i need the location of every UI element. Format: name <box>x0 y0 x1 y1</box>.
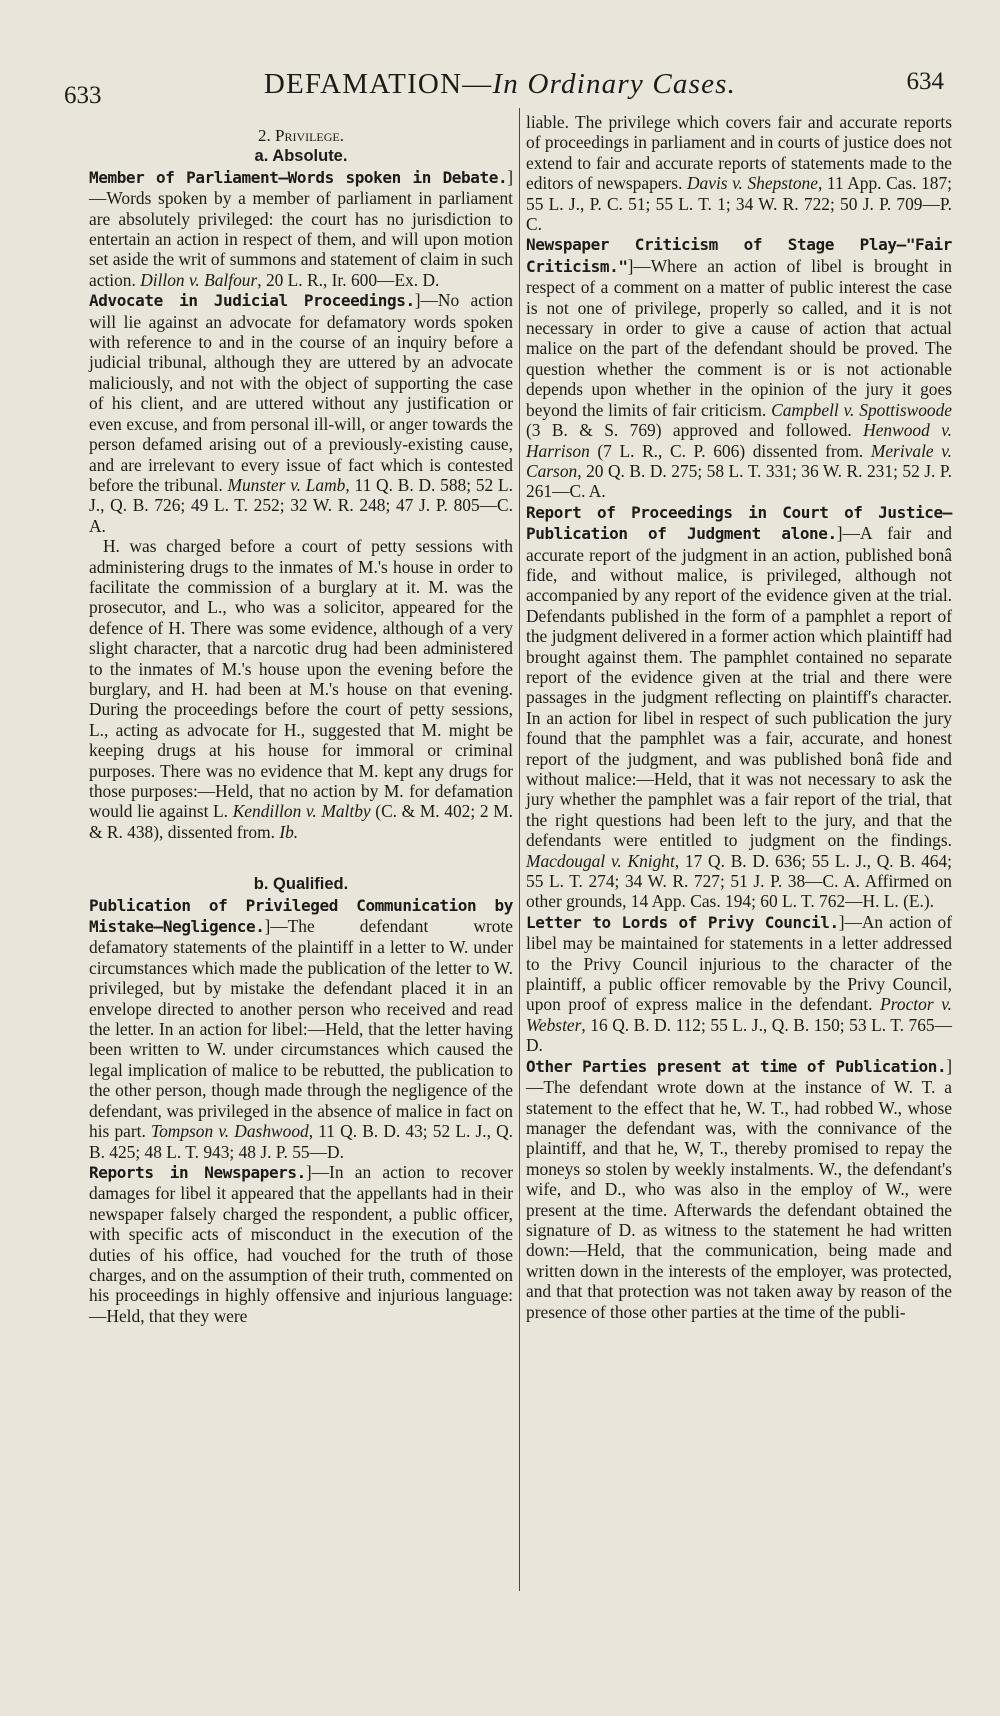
entry-body: ]—A fair and accurate report of the judgment in an action, published bonâ fide, and without malice, is privileged, although not accompanied by any report of the evidence given at the trial. Defendants published in the form of a pamphlet a report of the judgment delivered in a former action which plaintiff had brought against them. The pamphlet contained no separate report of the evidence given at the trial and there were passages in the judgment reflecting on plaintiff's character. In an action for libel in respect of such publication the jury found that the pamphlet was a fair, accurate, and honest report of the judgment, and was published bonâ fide and without malice:—Held, that it was not necessary to ask the jury whether the pamphlet was a fair report of the trial, that the right questions had been left to the jury, and that the defendants were entitled to judgment on the findings. <box>526 523 952 851</box>
running-header <box>0 68 1000 108</box>
entry-title: Newspaper Criticism of Stage Play—"Fair Criticism." <box>526 235 952 276</box>
case-name: Henwood v. Harrison <box>526 420 953 461</box>
entry-report-of-proceedings <box>526 502 952 912</box>
entry-body: ]—The defendant wrote defamatory statements of the plaintiff in a letter to W. under circumstances which made the publication of the letter to W. privileged, but by mistake the defendant placed it in an envelope directed to another person who received and read the letter. In an action for libel:—Held, that the letter having been written to W. under circumstances which caused the legal implication of malice to be rebutted, the publication to the other person, though made through the negligence of the defendant, was privileged in the absence of malice in fact on his part. <box>89 916 513 1142</box>
entry-body: liable. The privilege which covers fair and accurate reports of proceedings in parliament and in courts of justice does not extend to fair and accurate reports of statements made to the editors of newspapers. <box>526 112 952 194</box>
entry-other-parties <box>526 1056 952 1322</box>
citation: , 20 Q. B. D. 275; 58 L. T. 331; 36 W. R. 231; 52 J. P. 261—C. A. <box>526 460 952 502</box>
entry-reports-in-newspapers <box>89 1162 513 1326</box>
subsection-heading-absolute: a. Absolute. <box>254 147 348 166</box>
entry-privileged-communication <box>89 895 513 1162</box>
running-title-italic: In Ordinary Cases. <box>492 68 737 100</box>
entry-body: ]—In an action to recover damages for libel it appeared that the appellants had in their newspaper falsely charged the respondent, a public officer, with specific acts of misconduct in the execution of the duties of his office, had vouched for the truth of those charges, and on the assumption of their truth, commented on his proceedings in highly offensive and injurious language:—Held, that they were <box>89 1161 513 1326</box>
entry-advocate-facts <box>89 536 513 842</box>
entry-privy-council <box>526 912 952 1056</box>
citation: , 11 Q. B. D. 43; 52 L. J., Q. B. 425; 48 L. T. 943; 48 J. P. 55—D. <box>89 1121 514 1162</box>
entry-title: Letter to Lords of Privy Council. <box>526 912 839 932</box>
case-name: Campbell v. Spottiswoode <box>771 399 953 420</box>
entry-title: Member of Parliament—Words spoken in Debate. <box>89 167 508 187</box>
column-divider <box>519 108 520 1591</box>
entry-title: Advocate in Judicial Proceedings. <box>89 291 415 311</box>
citation: , 16 Q. B. D. 112; 55 L. J., Q. B. 150; 53 L. T. 765—D. <box>526 1014 952 1056</box>
case-name: Kendillon v. Maltby <box>232 801 371 822</box>
entry-title: Other Parties present at time of Publication. <box>526 1056 947 1076</box>
case-name: Munster v. Lamb <box>227 474 346 495</box>
entry-newspaper-criticism <box>526 234 952 501</box>
entry-advocate <box>89 290 513 536</box>
entry-body: ]—The defendant wrote down at the instance of W. T. a statement to the effect that he, W. T., had robbed W., whose manager the defendant was, with the connivance of the plaintiff, and that he, W, T., thereby promised to repay the moneys so stolen by weekly instalments. W., the defendant's wife, and D., who was also in the employ of W., were present at the time. Afterwards the defendant obtained the signature of D. as witness to the statement he had written down:—Held, that the communication, being made and written down in the interests of the employer, was protected, and that that protection was not taken away by reason of the presence of those other parties at the time of the publi- <box>526 1055 952 1322</box>
entry-title: Publication of Privileged Communication by Mistake—Negligence. <box>89 895 513 937</box>
citation: , 11 Q. B. D. 588; 52 L. J., Q. B. 726; 49 L. T. 252; 32 W. R. 248; 47 J. P. 805—C. A. <box>89 474 514 536</box>
running-title-main: DEFAMATION— <box>263 68 493 100</box>
entry-body: ]—No action will lie against an advocate for defamatory words spoken with reference to and in the course of an inquiry before a judicial tribunal, although they are uttered by an advocate maliciously, and not with the object of supporting the case of his client, and are uttered without any justification or even excuse, and from personal ill-will, or anger towards the person defamed arising out of a previously-existing cause, and are irrelevant to every issue of fact which is contested before the tribunal. <box>89 290 514 495</box>
entry-reports-continued <box>526 112 952 234</box>
entry-body: ]—Where an action of libel is brought in respect of a comment on a matter of public interest the case is not one of privilege, properly so called, and it is not necessary in order to give a cause of action that actual malice on the part of the defendant should be proved. The question whether the comment is or is not actionable depends upon whether in the opinion of the jury it goes beyond the limits of fair criticism. <box>526 255 952 420</box>
case-name: Davis v. Shepstone <box>686 173 818 194</box>
entry-body: ]—Words spoken by a member of parliament in parliament are absolutely privileged: the court has no jurisdiction to entertain an action in respect of them, and will upon motion set aside the writ of summons and statement of claim in such action. <box>89 166 513 290</box>
citation: (3 B. & S. 769) approved and followed. <box>526 420 864 441</box>
entry-title: Report of Proceedings in Court of Justice—Publication of Judgment alone. <box>526 502 952 544</box>
left-page-number: 633 <box>64 82 102 109</box>
entry-body: H. was charged before a court of petty sessions with administering drugs to the inmates of M.'s house in order to facilitate the commission of a burglary at it. M. was the prosecutor, and L., who was a solicitor, appeared for the defence of H. There was some evidence, although of a very slight character, that a narcotic drug had been administered to the inmates of M.'s house upon the evening before the burglary, and H. had been at M.'s house on that evening. During the proceedings before the court of petty sessions, L., acting as advocate for H., suggested that M. might be keeping drugs at his house for immoral or criminal purposes. There was no evidence that M. kept any drugs for those purposes:—Held, that no action by M. for defamation would lie against L. <box>89 536 513 822</box>
ibid-reference: Ib. <box>279 821 299 842</box>
left-column <box>89 112 513 1326</box>
citation: (C. & M. 402; 2 M. & R. 438), dissented from. <box>89 801 514 842</box>
case-name: Dillon v. Balfour <box>140 269 258 290</box>
entry-title: Reports in Newspapers. <box>89 1162 306 1182</box>
case-name: Tompson v. Dashwood <box>151 1121 309 1142</box>
entry-body: ]—An action of libel may be maintained for statements in a letter addressed to the Privy Council injurious to the character of the plaintiff, a public officer removable by the Privy Council, upon proof of express malice in the defendant. <box>526 911 952 1015</box>
citation: , 11 App. Cas. 187; 55 L. J., P. C. 51; 55 L. T. 1; 34 W. R. 722; 50 J. P. 709—P. C. <box>526 173 952 235</box>
citation: , 20 L. R., Ir. 600—Ex. D. <box>257 269 440 290</box>
right-page-number: 634 <box>906 68 944 95</box>
subsection-heading-qualified: b. Qualified. <box>253 875 349 894</box>
section-heading: 2. Privilege. <box>257 126 345 145</box>
citation: (7 L. R., C. P. 606) dissented from. <box>589 440 871 461</box>
case-name: Macdougal v. Knight <box>526 850 675 871</box>
case-name: Proctor v. Webster <box>526 994 952 1035</box>
right-column <box>526 112 952 1322</box>
case-name: Merivale v. Carson <box>526 440 952 481</box>
entry-member-of-parliament <box>89 167 513 290</box>
running-title <box>0 68 1000 101</box>
citation: , 17 Q. B. D. 636; 55 L. J., Q. B. 464; 55 L. T. 274; 34 W. R. 727; 51 J. P. 38—C. A. Affirmed on other grounds, 14 App. Cas. 194; 60 L. T. 762—H. L. (E.). <box>526 850 953 912</box>
